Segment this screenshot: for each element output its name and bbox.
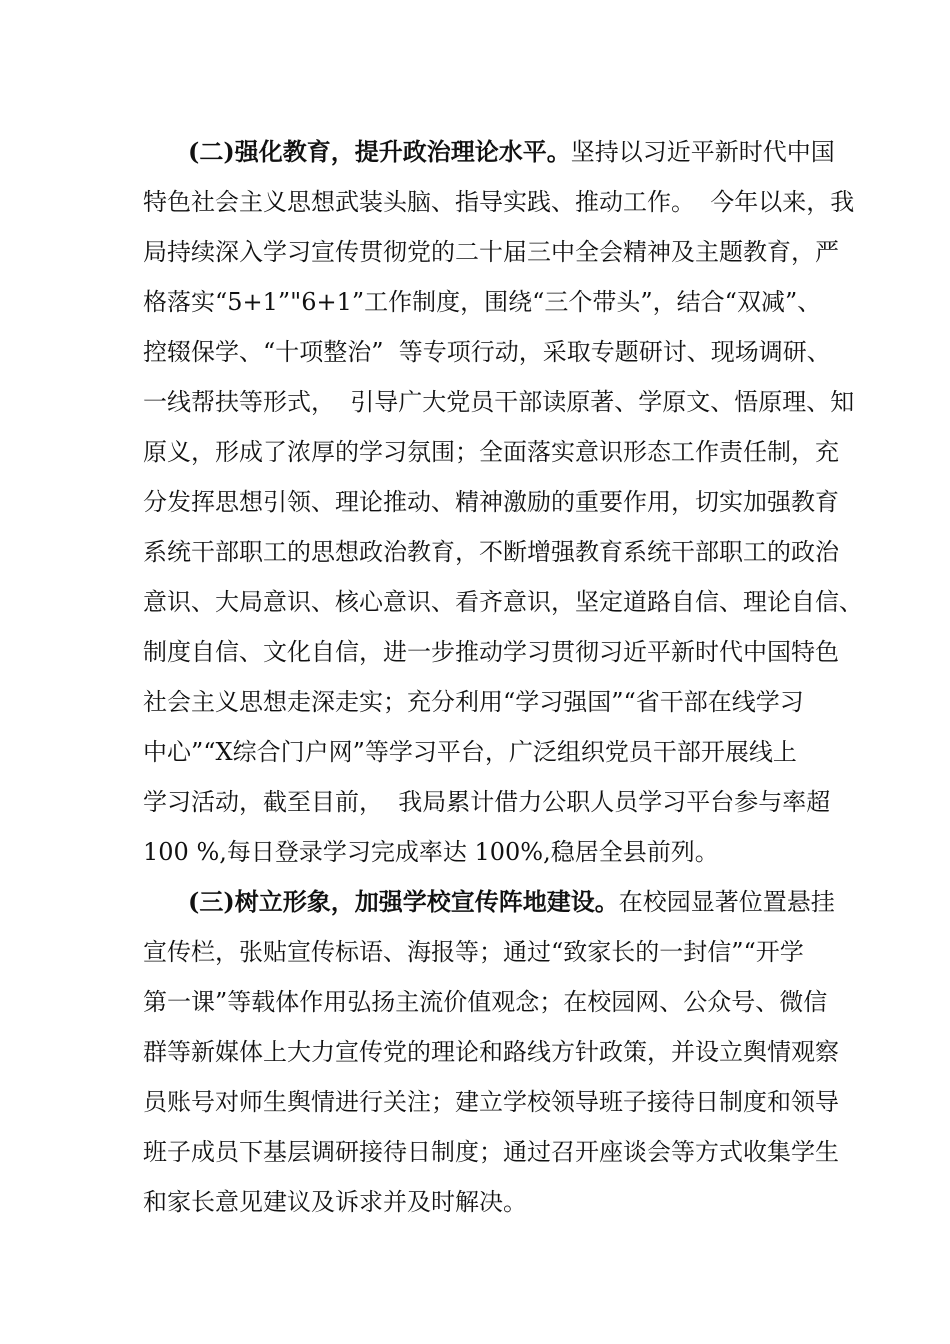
section-three-heading: (三)树立形象，加强学校宣传阵地建设。 [188, 887, 619, 916]
section-two-line-9: 意识、大局意识、核心意识、看齐意识，坚定道路自信、理论自信、 [143, 588, 863, 616]
section-two-line-13: 学习活动，截至目前， 我局累计借力公职人员学习平台参与率超 [143, 788, 831, 816]
section-two-line-0: 坚持以习近平新时代中国 [570, 138, 835, 166]
section-two-line-1: 特色社会主义思想武装头脑、指导实践、推动工作。 今年以来，我 [143, 188, 855, 216]
section-three-line-3: 群等新媒体上大力宣传党的理论和路线方针政策，并设立舆情观察 [143, 1038, 839, 1066]
section-three-line-6: 和家长意见建议及诉求并及时解决。 [143, 1188, 527, 1216]
section-three-first-line [188, 882, 888, 922]
section-two-line-6: 原义，形成了浓厚的学习氛围；全面落实意识形态工作责任制，充 [143, 438, 839, 466]
section-three-line-0: 在校园显著位置悬挂 [618, 888, 835, 916]
section-two-line-12: 中心”“X综合门户网”等学习平台，广泛组织党员干部开展线上 [143, 738, 797, 766]
section-two-line-8: 系统干部职工的思想政治教育，不断增强教育系统干部职工的政治 [143, 538, 839, 566]
section-two-line-4: 控辍保学、“十项整治” 等专项行动，采取专题研讨、现场调研、 [143, 338, 831, 366]
section-two-line-7: 分发挥思想引领、理论推动、精神激励的重要作用，切实加强教育 [143, 488, 839, 516]
section-two-line-11: 社会主义思想走深走实；充分利用“学习强国”“省干部在线学习 [143, 688, 804, 716]
section-two-line-3: 格落实“5+1”"6+1”工作制度，围绕“三个带头”，结合“双减”、 [143, 288, 822, 316]
section-two-first-line [188, 132, 888, 172]
section-three-line-5: 班子成员下基层调研接待日制度；通过召开座谈会等方式收集学生 [143, 1138, 839, 1166]
section-three-line-1: 宣传栏，张贴宣传标语、海报等；通过“致家长的一封信”“开学 [143, 938, 804, 966]
section-two-heading: (二)强化教育，提升政治理论水平。 [188, 137, 571, 166]
section-three-line-2: 第一课”等载体作用弘扬主流价值观念；在校园网、公众号、微信 [143, 988, 828, 1016]
section-two-line-2: 局持续深入学习宣传贯彻党的二十届三中全会精神及主题教育，严 [143, 238, 839, 266]
section-three-line-4: 员账号对师生舆情进行关注；建立学校领导班子接待日制度和领导 [143, 1088, 839, 1116]
section-two-line-14: 100 %,每日登录学习完成率达 100%,稳居全县前列。 [143, 838, 719, 866]
section-two-line-5: 一线帮扶等形式， 引导广大党员干部读原著、学原文、悟原理、知 [143, 388, 855, 416]
section-two-line-10: 制度自信、文化自信，进一步推动学习贯彻习近平新时代中国特色 [143, 638, 839, 666]
